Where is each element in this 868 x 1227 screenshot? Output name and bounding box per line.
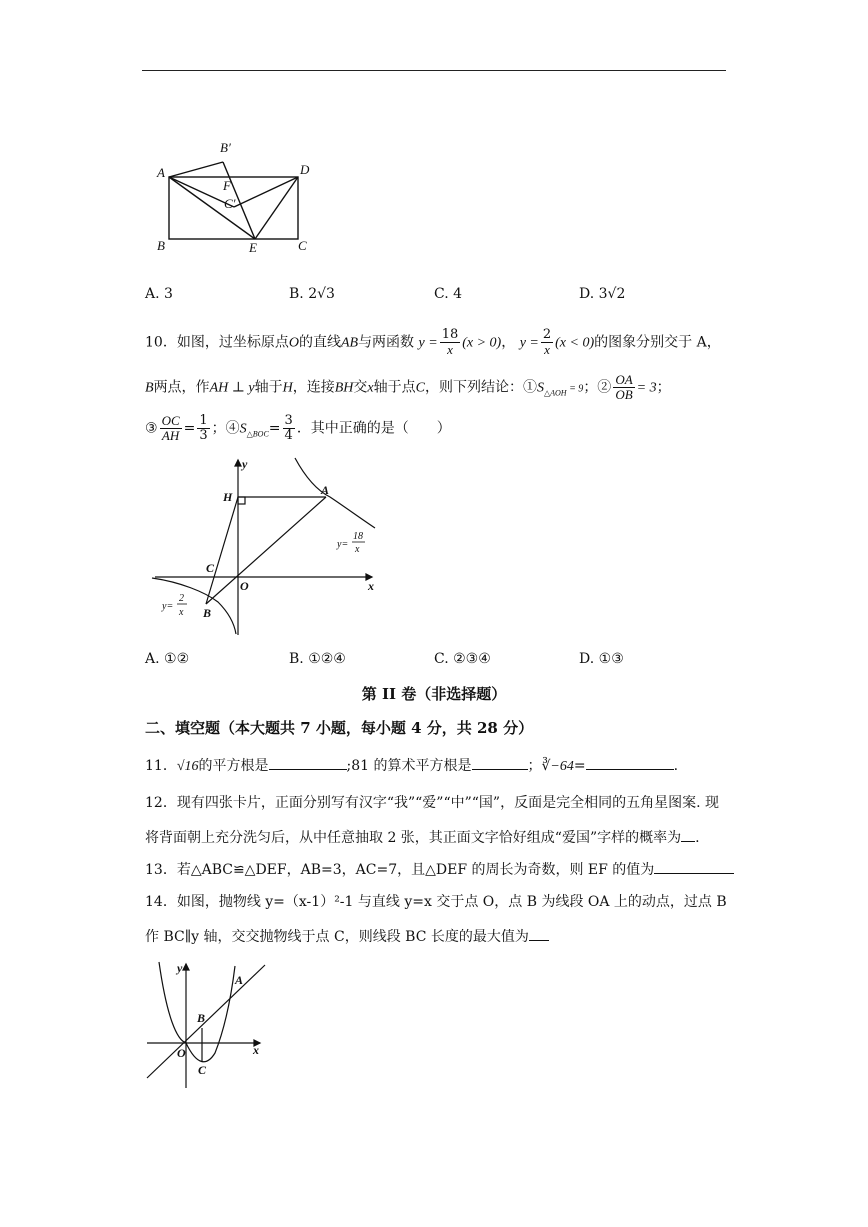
label-A: A <box>157 165 165 180</box>
text: ； <box>656 379 671 396</box>
q10-option-b[interactable] <box>289 651 346 667</box>
text: ;81 的算术平方根是 <box>346 758 472 774</box>
figure-q14-parabola <box>145 958 270 1093</box>
text: ；② <box>583 379 612 396</box>
q10-line-2 <box>145 373 671 403</box>
condition: (x > 0) <box>462 335 502 351</box>
q11 <box>145 755 678 777</box>
value: = 9 <box>566 383 584 395</box>
text: ③ <box>145 420 158 437</box>
text: . <box>673 758 679 774</box>
text: 作 BC∥y 轴，交交抛物线于点 C，则线段 BC 长度的最大值为 <box>145 929 529 945</box>
option-letter: D. <box>579 651 595 667</box>
option-letter: C. <box>434 286 449 302</box>
text: 10．如图，过坐标原点 <box>145 334 289 351</box>
text: 两点，作 <box>153 379 210 396</box>
option-letter: B. <box>289 286 304 302</box>
denominator: 3 <box>199 428 208 443</box>
line-ab <box>206 497 326 604</box>
q14-line-2 <box>145 926 549 947</box>
fraction-1-over-3 <box>197 414 209 443</box>
text: 的图象分别交于 A， <box>594 334 721 351</box>
section-title: 第 II 卷（非选择题） <box>361 685 507 703</box>
segment-hb <box>206 497 238 604</box>
curve-label-y: y= <box>162 601 174 612</box>
text: ，连接 <box>292 379 335 396</box>
numerator: OA <box>615 372 633 387</box>
part2-heading: 二、填空题（本大题共 7 小题，每小题 4 分，共 28 分） <box>145 719 534 737</box>
label-B: B <box>157 238 165 253</box>
curve-label-num: 2 <box>179 593 184 604</box>
curve-label-y: y= <box>337 539 349 550</box>
answer-blank[interactable] <box>529 926 549 941</box>
value: = 3 <box>636 380 657 396</box>
q14-line-1: 14．如图，抛物线 y=（x-1）²-1 与直线 y=x 交于点 O，点 B 为线段 OA 上的动点，过点 B <box>145 894 727 910</box>
fraction-18-over-x <box>440 328 461 357</box>
label-B: B <box>197 1011 206 1025</box>
math-s: S <box>239 421 247 437</box>
denominator: x <box>544 342 550 357</box>
option-value: ①③ <box>598 651 624 667</box>
text: ．其中正确的是（ ） <box>296 420 451 437</box>
math-h: H <box>282 380 293 396</box>
math-cube-root: ∛−64 <box>541 759 574 774</box>
label-F: F <box>223 178 231 193</box>
denominator: AH <box>161 428 180 443</box>
q9-option-b[interactable] <box>289 286 335 302</box>
text: ；④ <box>211 420 240 437</box>
text: = <box>268 420 281 437</box>
label-B-prime: B′ <box>220 140 231 155</box>
fraction-2-over-x <box>541 328 553 357</box>
q10-line-3 <box>145 414 451 444</box>
text: 的平方根是 <box>198 758 269 774</box>
label-C: C <box>198 1063 207 1077</box>
option-value: 3√2 <box>598 286 626 302</box>
label-x: x <box>368 579 374 593</box>
label-y: y <box>242 457 248 471</box>
math-b: B <box>145 380 154 396</box>
option-value: ①②④ <box>308 651 346 667</box>
option-letter: A. <box>145 651 160 667</box>
math-y: y = <box>418 335 438 351</box>
denominator: 4 <box>284 428 293 443</box>
figure-q9-rectangle <box>150 132 320 257</box>
option-value: 2√3 <box>308 286 335 302</box>
numerator: 18 <box>441 327 459 342</box>
math-x: x <box>367 380 374 396</box>
option-value: 3 <box>164 286 173 302</box>
text: ， <box>501 334 516 351</box>
label-C: C <box>298 238 307 253</box>
question-number: 11． <box>145 758 177 774</box>
math-ab: AB <box>340 335 359 351</box>
label-C: C <box>206 561 215 575</box>
label-D: D <box>300 162 310 177</box>
answer-blank[interactable] <box>654 859 734 874</box>
q9-option-c[interactable] <box>434 286 462 302</box>
option-letter: A. <box>145 286 160 302</box>
text: 交 <box>353 379 368 396</box>
subscript: △BOC <box>246 429 269 439</box>
option-value: ①② <box>164 651 190 667</box>
label-C-prime: C′ <box>224 196 236 211</box>
math-c: C <box>415 380 425 396</box>
label-O: O <box>240 579 249 593</box>
header-rule <box>142 70 726 71</box>
q10-option-c[interactable] <box>434 651 491 667</box>
answer-blank-2[interactable] <box>472 755 528 770</box>
q9-option-a[interactable] <box>145 286 173 302</box>
curve-label-den: x <box>355 544 360 555</box>
label-H: H <box>223 490 233 504</box>
math-ah-perp: AH ⊥ y <box>209 380 255 396</box>
denominator: OB <box>615 387 633 402</box>
text: ，则下列结论：① <box>424 379 537 396</box>
math-sqrt: √16 <box>176 759 199 774</box>
text: 轴于 <box>254 379 283 396</box>
option-letter: D. <box>579 286 595 302</box>
label-B: B <box>203 606 212 620</box>
math-bh: BH <box>334 380 354 396</box>
label-A: A <box>235 973 244 987</box>
q9-option-d[interactable] <box>579 286 625 302</box>
text: 将背面朝上充分洗匀后，从中任意抽取 2 张，其正面文字恰好组成“爱国”字样的概率为 <box>145 830 682 846</box>
math-o: O <box>288 335 299 351</box>
fraction-oc-over-ah <box>160 414 182 443</box>
q10-option-d[interactable] <box>579 651 624 667</box>
label-E: E <box>249 240 257 255</box>
q13 <box>145 859 734 880</box>
numerator: 1 <box>199 413 208 428</box>
subscript: △AOH <box>543 388 567 398</box>
q12-line-1: 12．现有四张卡片，正面分别写有汉字“我”“爱”“中”“国”，反面是完全相同的五角星图案. 现 <box>145 795 719 811</box>
numerator: OC <box>161 413 180 428</box>
q12-line-2 <box>145 827 700 848</box>
curve-label-den: x <box>179 607 184 618</box>
answer-blank[interactable] <box>681 827 695 842</box>
numerator: 3 <box>284 413 293 428</box>
fraction-3-over-4 <box>283 414 295 443</box>
answer-blank-3[interactable] <box>586 755 674 770</box>
answer-blank-1[interactable] <box>269 755 347 770</box>
text: 轴于点 <box>373 379 416 396</box>
text: ； <box>527 758 542 774</box>
label-x: x <box>253 1043 259 1057</box>
option-letter: C. <box>434 651 449 667</box>
label-A: A <box>321 483 330 497</box>
curve-label-num: 18 <box>353 531 363 542</box>
denominator: x <box>447 342 453 357</box>
label-O: O <box>177 1046 186 1060</box>
text: 的直线 <box>298 334 341 351</box>
text: 与两函数 <box>358 334 415 351</box>
math-y: y = <box>519 335 539 351</box>
option-value: ②③④ <box>453 651 491 667</box>
option-value: 4 <box>453 286 463 302</box>
option-letter: B. <box>289 651 304 667</box>
numerator: 2 <box>542 327 552 342</box>
right-angle-mark <box>238 497 245 504</box>
math-s: S <box>536 380 544 396</box>
curve-18-over-x <box>295 458 375 528</box>
fraction-oa-over-ob <box>613 373 634 402</box>
text: = <box>183 420 196 437</box>
text: . <box>695 830 700 846</box>
text: = <box>573 758 586 774</box>
q10-line-1 <box>145 328 721 357</box>
label-y: y <box>177 961 183 975</box>
condition: (x < 0) <box>555 335 595 351</box>
figure-q10-hyperbola <box>150 452 385 640</box>
text: 13．若△ABC≌△DEF，AB=3，AC=7，且△DEF 的周长为奇数，则 EF 的值为 <box>145 862 655 878</box>
q10-option-a[interactable] <box>145 651 189 667</box>
